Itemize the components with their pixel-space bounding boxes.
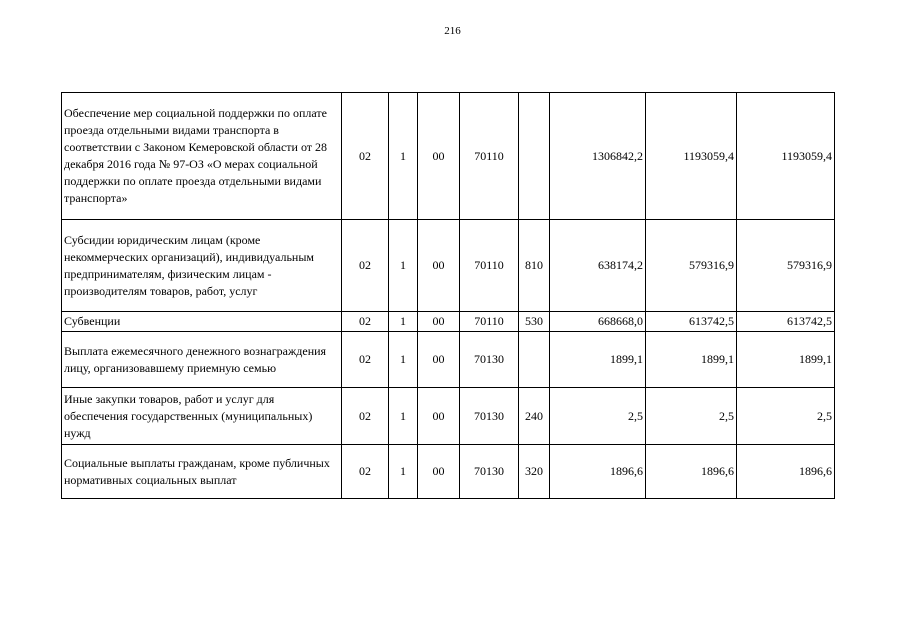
main-event-code: 00 [418, 312, 460, 332]
section-code: 02 [342, 93, 389, 220]
amount-year-2: 613742,5 [646, 312, 737, 332]
amount-year-1: 638174,2 [550, 220, 646, 312]
subprogram-code: 1 [389, 312, 418, 332]
direction-code: 70130 [460, 445, 519, 499]
main-event-code: 00 [418, 388, 460, 445]
section-code: 02 [342, 220, 389, 312]
amount-year-2: 1193059,4 [646, 93, 737, 220]
subprogram-code: 1 [389, 445, 418, 499]
expense-type-code [519, 93, 550, 220]
direction-code: 70110 [460, 93, 519, 220]
amount-year-3: 1896,6 [737, 445, 835, 499]
table-row [62, 388, 835, 445]
expense-type-code: 530 [519, 312, 550, 332]
expense-type-code [519, 332, 550, 388]
section-code: 02 [342, 388, 389, 445]
subprogram-code: 1 [389, 220, 418, 312]
amount-year-1: 668668,0 [550, 312, 646, 332]
row-name: Социальные выплаты гражданам, кроме публичных нормативных социальных выплат [62, 445, 342, 499]
expense-type-code: 810 [519, 220, 550, 312]
amount-year-3: 1193059,4 [737, 93, 835, 220]
section-code: 02 [342, 332, 389, 388]
main-event-code: 00 [418, 93, 460, 220]
subprogram-code: 1 [389, 93, 418, 220]
main-event-code: 00 [418, 332, 460, 388]
subprogram-code: 1 [389, 332, 418, 388]
amount-year-1: 1899,1 [550, 332, 646, 388]
amount-year-1: 1306842,2 [550, 93, 646, 220]
table-row [62, 312, 835, 332]
amount-year-3: 579316,9 [737, 220, 835, 312]
amount-year-3: 2,5 [737, 388, 835, 445]
row-name: Иные закупки товаров, работ и услуг для обеспечения государственных (муниципальных) нужд [62, 388, 342, 445]
row-name: Выплата ежемесячного денежного вознаграждения лицу, организовавшему приемную семью [62, 332, 342, 388]
table-row [62, 93, 835, 220]
section-code: 02 [342, 445, 389, 499]
amount-year-2: 1896,6 [646, 445, 737, 499]
expense-type-code: 320 [519, 445, 550, 499]
amount-year-3: 1899,1 [737, 332, 835, 388]
subprogram-code: 1 [389, 388, 418, 445]
amount-year-1: 2,5 [550, 388, 646, 445]
expense-type-code: 240 [519, 388, 550, 445]
row-name: Обеспечение мер социальной поддержки по оплате проезда отдельными видами транспорта в соответствии с Законом Кемеровской области от 28 декабря 2016 года № 97-ОЗ «О мерах социальной поддержки по оплате проезда отдельными видами транспорта» [62, 93, 342, 220]
direction-code: 70110 [460, 220, 519, 312]
row-name: Субсидии юридическим лицам (кроме некоммерческих организаций), индивидуальным предпринимателям, физическим лицам - производителям товаров, работ, услуг [62, 220, 342, 312]
direction-code: 70130 [460, 332, 519, 388]
amount-year-2: 1899,1 [646, 332, 737, 388]
direction-code: 70110 [460, 312, 519, 332]
page-number: 216 [444, 25, 461, 37]
table-row [62, 220, 835, 312]
row-name: Субвенции [62, 312, 342, 332]
amount-year-2: 2,5 [646, 388, 737, 445]
amount-year-3: 613742,5 [737, 312, 835, 332]
amount-year-1: 1896,6 [550, 445, 646, 499]
section-code: 02 [342, 312, 389, 332]
direction-code: 70130 [460, 388, 519, 445]
main-event-code: 00 [418, 445, 460, 499]
table-row [62, 445, 835, 499]
table-row [62, 332, 835, 388]
main-event-code: 00 [418, 220, 460, 312]
amount-year-2: 579316,9 [646, 220, 737, 312]
budget-table [61, 92, 835, 499]
